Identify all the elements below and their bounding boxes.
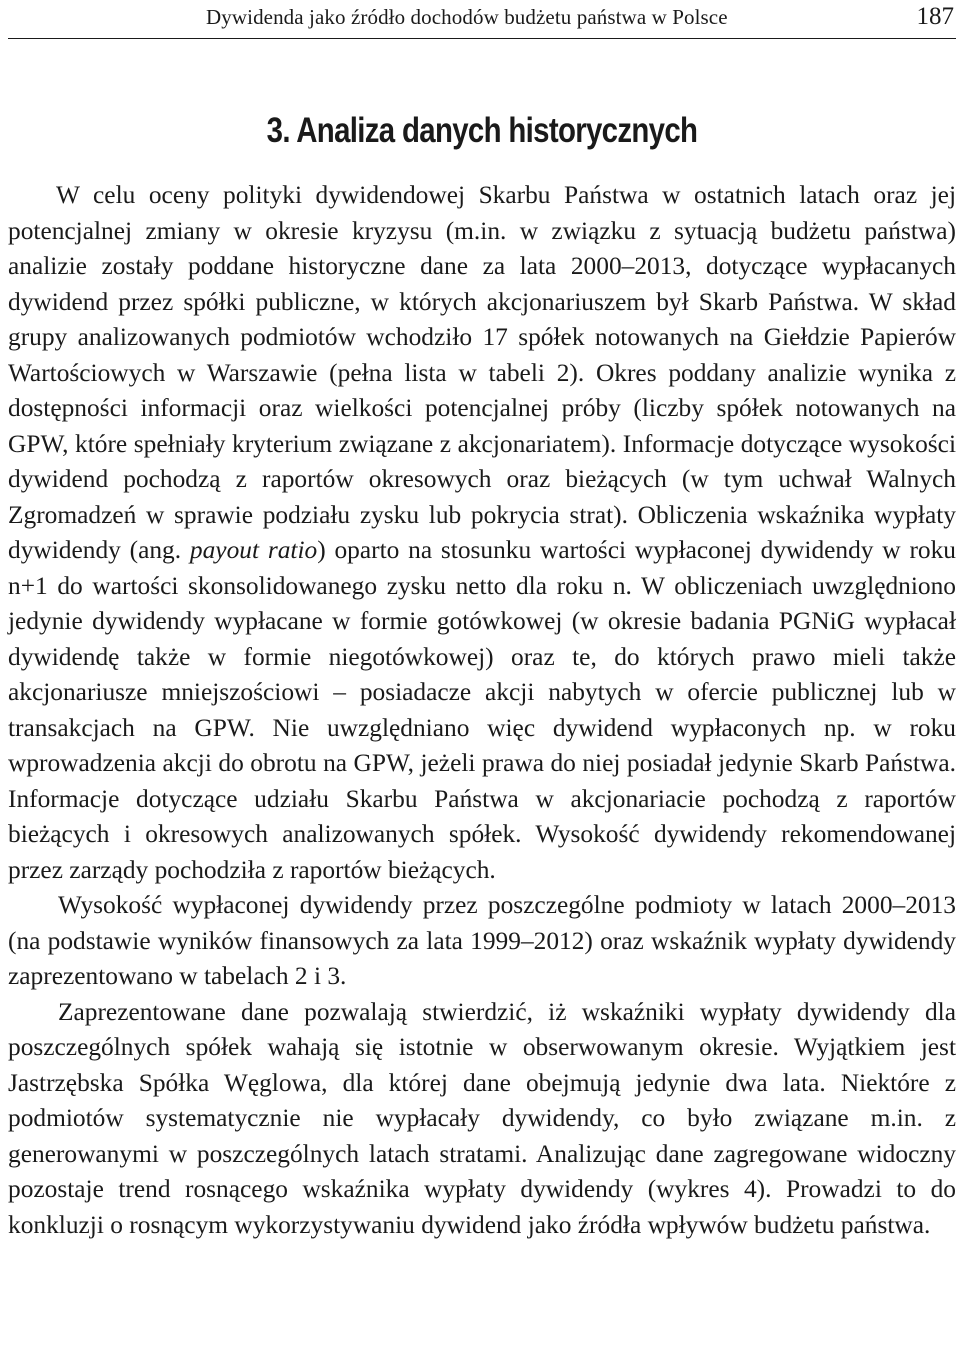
page-number: 187 bbox=[916, 3, 954, 30]
document-page bbox=[8, 0, 956, 1243]
paragraph-3: Zaprezentowane dane pozwalają stwierdzić, iż wskaźniki wypłaty dywidendy dla poszczególnych spółek wahają się istotnie w obserwowanym okresie. Wyjątkiem jest Jastrzębska Spółka Węglowa, dla której dane obejmują jedynie dwa lata. Niektóre z podmiotów systematycznie nie wypłacały dywidendy, co było związane m.in. z generowanymi w poszczególnych latach stratami. Analizując dane zagregowane widoczny pozostaje trend rosnącego wskaźnika wypłaty dywidendy (wykres 4). Prowadzi to do konkluzji o rosnącym wykorzystywaniu dywidend jako źródła wpływów budżetu państwa. bbox=[8, 997, 956, 1239]
section-heading: 3. Analiza danych historycznych bbox=[266, 111, 698, 150]
running-title: Dywidenda jako źródło dochodów budżetu państwa w Polsce bbox=[206, 5, 728, 29]
paragraph-1-text-a: W celu oceny polityki dywidendowej Skarbu Państwa w ostatnich latach oraz jej potencjalnej zmiany w okresie kryzysu (m.in. w związku z sytuacją budżetu państwa) analizie zostały poddane historyczne dane za lata 2000–2013, dotyczące wypłacanych dywidend przez spółki publiczne, w których akcjonariuszem był Skarb Państwa. W skład grupy analizowanych podmiotów wchodziło 17 spółek notowanych na Giełdzie Papierów Wartościowych w Warszawie (pełna lista w tabeli 2). Okres poddany analizie wynika z dostępności informacji oraz wielkości potencjalnej próby (liczby spółek notowanych na GPW, które spełniały kryterium związane z akcjonariatem). Informacje dotyczące wysokości dywidend pochodzą z raportów okresowych oraz bieżących (w tym uchwał Walnych Zgromadzeń w sprawie podziału zysku lub pokrycia strat). Obliczenia wskaźnika wypłaty dywidendy (ang. bbox=[8, 181, 956, 564]
paragraph-1-text-b: ) oparto na stosunku wartości wypłaconej dywidendy w roku n+1 do wartości skonsolidowanego zysku netto dla roku n. W obliczeniach uwzględniono jedynie dywidendy wypłacane w formie gotówkowej (w okresie badania PGNiG wypłacał dywidendę także w formie niegotówkowej) oraz te, do których prawo mieli także akcjonariusze mniejszościowi – posiadacze akcji nabytych w ofercie publicznej lub w transakcjach na GPW. Nie uwzględniano więc dywidend wypłaconych np. w roku wprowadzenia akcji do obrotu na GPW, jeżeli prawa do niej posiadał jedynie Skarb Państwa. Informacje dotyczące udziału Skarbu Państwa w akcjonariacie pochodzą z raportów bieżących i okresowych analizowanych spółek. Wysokość dywidendy rekomendowanej przez zarządy pochodziła z raportów bieżących. bbox=[8, 536, 956, 884]
paragraph-1-italic-term: payout ratio bbox=[189, 536, 318, 564]
body-text bbox=[8, 178, 956, 1243]
running-header bbox=[8, 0, 956, 39]
paragraph-2: Wysokość wypłaconej dywidendy przez poszczególne podmioty w latach 2000–2013 (na podstawie wyników finansowych za lata 1999–2012) oraz wskaźnik wypłaty dywidendy zaprezentowano w tabelach 2 i 3. bbox=[8, 891, 956, 990]
paragraph-1 bbox=[8, 178, 956, 888]
